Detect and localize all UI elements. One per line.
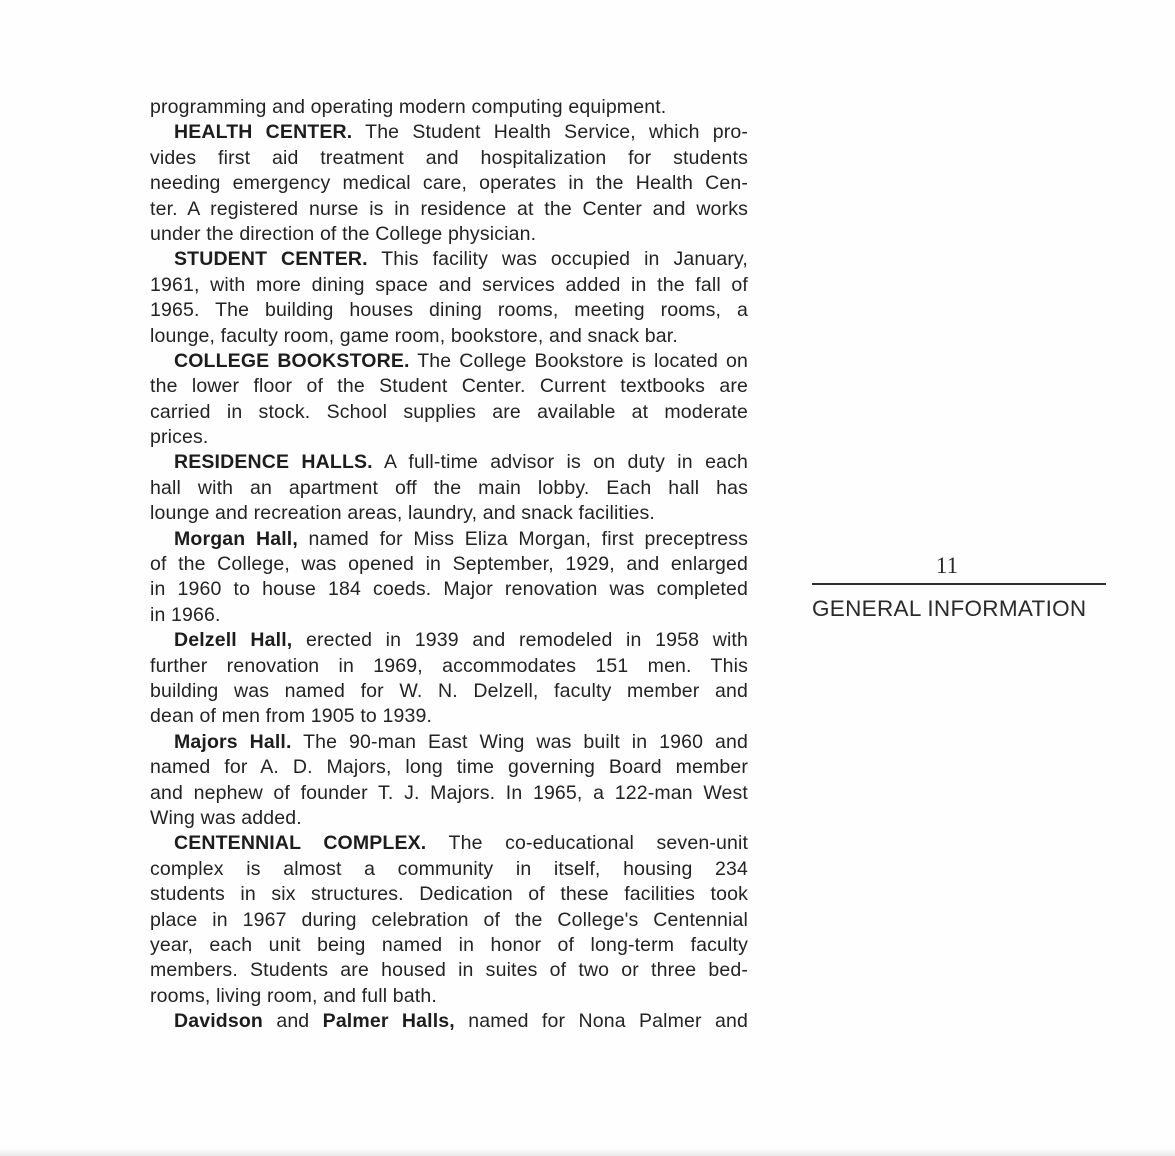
heading-morgan-hall: Morgan Hall,: [174, 527, 298, 550]
text-line: Davidson and Palmer Halls, named for Nona Palmer and: [174, 1010, 749, 1033]
text-line: lounge and recreation areas, laundry, and snack facilities.: [150, 502, 655, 525]
text-line: RESIDENCE HALLS. A full-time advisor is on duty in each: [174, 451, 748, 474]
heading-palmer-halls: Palmer Halls,: [322, 1010, 455, 1033]
text-line: lounge, faculty room, game room, bookstore, and snack bar.: [150, 324, 678, 347]
text-line: STUDENT CENTER. This facility was occupied in January,: [174, 248, 748, 271]
text-line: dean of men from 1905 to 1939.: [150, 705, 433, 728]
text-line: 1961, with more dining space and services added in the fall of: [150, 273, 748, 296]
heading-residence-halls: RESIDENCE HALLS.: [174, 451, 373, 474]
text-line: Majors Hall. The 90-man East Wing was built in 1960 and: [174, 730, 748, 753]
text-line: further renovation in 1969, accommodates 151 men. This: [150, 654, 748, 677]
text-line: members. Students are housed in suites of two or three bed-: [150, 959, 748, 982]
text-line: Morgan Hall, named for Miss Eliza Morgan, first preceptress: [174, 527, 749, 550]
text-line: vides first aid treatment and hospitalization for students: [150, 146, 748, 169]
heading-delzell-hall: Delzell Hall,: [174, 629, 293, 652]
page-edge: [0, 1148, 1175, 1156]
body-text: [150, 95, 748, 1034]
heading-health-center: HEALTH CENTER.: [174, 121, 353, 144]
text-line: CENTENNIAL COMPLEX. The co-educational seven-unit: [174, 832, 749, 855]
text-line: carried in stock. School supplies are available at moderate: [150, 400, 748, 423]
heading-centennial-complex: CENTENNIAL COMPLEX.: [174, 832, 427, 855]
section-title: GENERAL INFORMATION: [812, 596, 1087, 621]
text-line: of the College, was opened in September, 1929, and enlarged: [150, 553, 748, 576]
text-line: COLLEGE BOOKSTORE. The College Bookstore is located on: [174, 349, 748, 372]
text-line: building was named for W. N. Delzell, faculty member and: [150, 679, 748, 702]
text-line: in 1966.: [150, 603, 221, 626]
text-line: complex is almost a community in itself, housing 234: [150, 857, 748, 880]
page-number: 11: [935, 553, 959, 578]
heading-student-center: STUDENT CENTER.: [174, 248, 368, 271]
text-line: and nephew of founder T. J. Majors. In 1965, a 122-man West: [150, 781, 748, 804]
text-line: Wing was added.: [150, 806, 302, 829]
text-line: HEALTH CENTER. The Student Health Service, which pro-: [174, 121, 748, 144]
section-divider: [812, 583, 1106, 585]
text-line: under the direction of the College physician.: [150, 222, 537, 245]
heading-college-bookstore: COLLEGE BOOKSTORE.: [174, 349, 410, 372]
text-line: programming and operating modern computing equipment.: [150, 96, 667, 118]
text-line: place in 1967 during celebration of the College's Centennial: [150, 908, 748, 931]
text-line: 1965. The building houses dining rooms, meeting rooms, a: [150, 299, 748, 322]
text-line: needing emergency medical care, operates in the Health Cen-: [150, 172, 748, 195]
heading-davidson: Davidson: [174, 1010, 263, 1033]
text-line: in 1960 to house 184 coeds. Major renovation was completed: [150, 578, 748, 601]
text-line: students in six structures. Dedication of these facilities took: [150, 883, 748, 906]
text-line: the lower floor of the Student Center. Current textbooks are: [150, 375, 748, 398]
text-line: ter. A registered nurse is in residence at the Center and works: [150, 197, 748, 220]
text-line: prices.: [150, 426, 209, 449]
text-line: year, each unit being named in honor of long-term faculty: [150, 933, 748, 956]
text-line: named for A. D. Majors, long time governing Board member: [150, 756, 748, 779]
heading-majors-hall: Majors Hall.: [174, 730, 292, 753]
text-line: hall with an apartment off the main lobby. Each hall has: [150, 476, 748, 499]
text-line: Delzell Hall, erected in 1939 and remodeled in 1958 with: [174, 629, 748, 652]
text-line: rooms, living room, and full bath.: [150, 984, 437, 1007]
